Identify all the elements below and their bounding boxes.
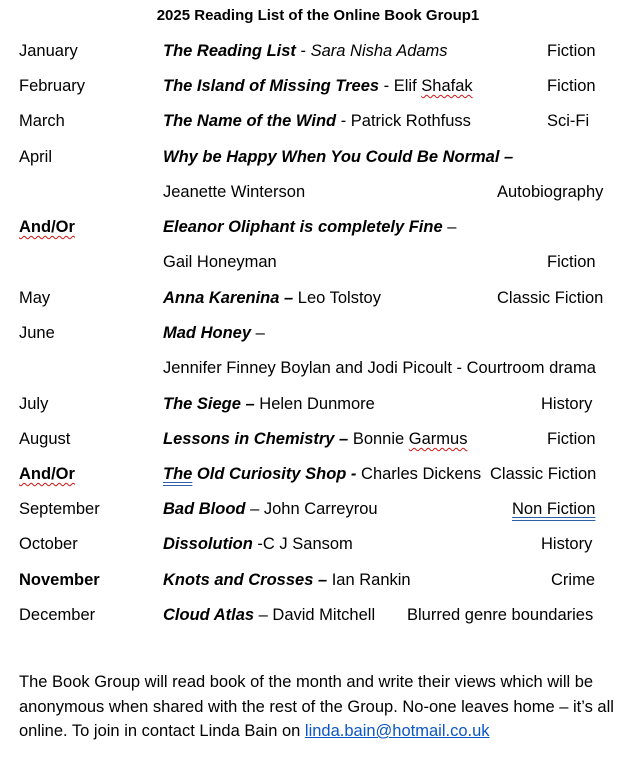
book-title: Eleanor Oliphant is completely Fine (163, 218, 443, 236)
reading-row-november (0, 571, 636, 593)
month-label: April (19, 148, 53, 166)
book-title: Cloud Atlas (163, 606, 255, 624)
reading-row-january (0, 42, 636, 64)
book-author: Jeanette Winterson (163, 183, 306, 201)
book-author: Patrick Rothfuss (350, 112, 471, 130)
reading-row-december (0, 606, 636, 628)
genre-label: Non Fiction (512, 500, 596, 518)
footer-text: The Book Group will read book of the month and write their views which will be anonymous when shared with the rest of the Group. No-one leaves home – it’s all online. To join in contact Linda Bain on (19, 673, 614, 740)
book-entry (163, 395, 375, 414)
month-label: December (19, 606, 96, 624)
book-author: Jennifer Finney Boylan and Jodi Picoult - Courtroom drama (163, 359, 596, 377)
genre-label: Fiction (547, 77, 596, 95)
author-prefix: Bonnie (348, 430, 409, 448)
month-label: July (19, 395, 49, 413)
book-title: Why be Happy When You Could Be Normal – (163, 148, 514, 166)
month-label: March (19, 112, 65, 130)
reading-row-june-continued (0, 359, 636, 381)
genre-label: History (541, 535, 593, 553)
month-label: June (19, 324, 55, 342)
book-title: Bad Blood (163, 500, 246, 518)
month-label: November (19, 571, 100, 589)
book-entry (163, 571, 411, 590)
reading-row-may (0, 289, 636, 311)
book-author: – David Mitchell (254, 606, 376, 624)
genre-label: Sci-Fi (547, 112, 590, 130)
book-author: – John Carreyrou (245, 500, 378, 518)
book-title: Lessons in Chemistry – (163, 430, 349, 448)
separator: - Elif (379, 77, 422, 95)
genre-label: Fiction (547, 253, 596, 271)
book-title: Dissolution (163, 535, 253, 553)
book-entry (163, 112, 471, 131)
book-title-prefix: The (163, 465, 193, 483)
separator: - (336, 112, 351, 130)
book-entry (163, 324, 265, 343)
book-author: Gail Honeyman (163, 253, 277, 271)
book-author: Helen Dunmore (254, 395, 375, 413)
book-title: The Name of the Wind (163, 112, 337, 130)
book-author: Sara Nisha Adams (310, 42, 448, 60)
genre-label: Fiction (547, 430, 596, 448)
book-author: -C J Sansom (252, 535, 353, 553)
separator: – (442, 218, 457, 236)
separator: – (251, 324, 265, 342)
book-entry (163, 218, 456, 237)
book-entry (163, 77, 473, 96)
book-author: Garmus (408, 430, 468, 448)
book-author: Shafak (421, 77, 473, 95)
genre-label: Autobiography (497, 183, 604, 201)
reading-row-august (0, 430, 636, 452)
book-title: The Reading List (163, 42, 296, 60)
reading-row-andor-1-continued (0, 253, 636, 275)
month-label: August (19, 430, 71, 448)
reading-row-june (0, 324, 636, 346)
book-author: Leo Tolstoy (293, 289, 381, 307)
book-entry (163, 606, 375, 625)
book-entry (163, 289, 381, 308)
genre-label: Classic Fiction (497, 289, 604, 307)
footer-paragraph (19, 670, 619, 744)
reading-row-september (0, 500, 636, 522)
separator: - (295, 42, 311, 60)
reading-row-february (0, 77, 636, 99)
book-title: The Siege – (163, 395, 255, 413)
reading-row-march (0, 112, 636, 134)
document-title: 2025 Reading List of the Online Book Group1 (156, 7, 480, 24)
book-author: Ian Rankin (327, 571, 411, 589)
month-label: And/Or (19, 218, 75, 236)
reading-row-april-continued (0, 183, 636, 205)
genre-label: History (541, 395, 593, 413)
book-entry (163, 535, 353, 554)
reading-row-andor-2 (0, 465, 636, 487)
contact-email-link[interactable]: linda.bain@hotmail.co.uk (304, 722, 490, 740)
book-entry (163, 465, 481, 484)
month-label: September (19, 500, 100, 518)
month-label: January (19, 42, 78, 60)
genre-label: Classic Fiction (490, 465, 597, 483)
genre-label: Fiction (547, 42, 596, 60)
book-title: Anna Karenina – (163, 289, 294, 307)
book-entry (163, 430, 467, 449)
reading-row-andor-1 (0, 218, 636, 240)
month-label: And/Or (19, 465, 75, 483)
reading-row-october (0, 535, 636, 557)
book-entry (163, 500, 378, 519)
book-entry (163, 42, 448, 61)
genre-label: Blurred genre boundaries (407, 606, 594, 624)
month-label: May (19, 289, 51, 307)
book-title: Knots and Crosses – (163, 571, 328, 589)
book-title: Old Curiosity Shop - (192, 465, 357, 483)
book-title: Mad Honey (163, 324, 252, 342)
month-label: February (19, 77, 86, 95)
reading-row-july (0, 395, 636, 417)
month-label: October (19, 535, 78, 553)
genre-label: Crime (551, 571, 595, 589)
book-title: The Island of Missing Trees (163, 77, 380, 95)
book-author: Charles Dickens (356, 465, 482, 483)
reading-row-april (0, 148, 636, 170)
